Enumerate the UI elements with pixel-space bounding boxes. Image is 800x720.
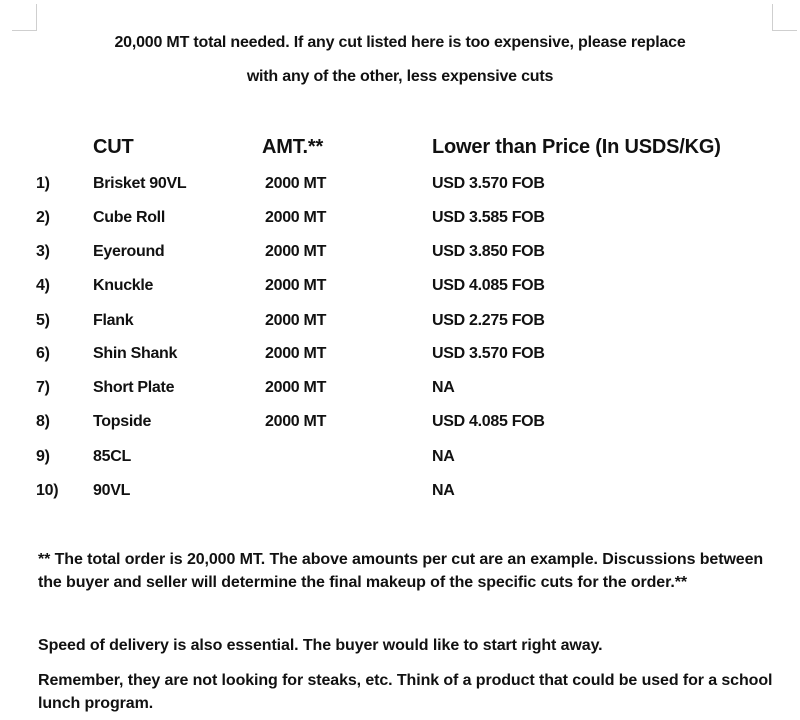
row-cut: Eyeround: [93, 243, 165, 260]
row-number: 3): [36, 243, 50, 260]
row-price: USD 4.085 FOB: [432, 277, 545, 294]
table-row: [0, 448, 800, 474]
row-price: USD 3.850 FOB: [432, 243, 545, 260]
row-amount: 2000 MT: [265, 413, 327, 430]
table-row: [0, 175, 800, 201]
header-price: Lower than Price (In USDS/KG): [432, 136, 721, 158]
row-number: 7): [36, 379, 50, 396]
row-price: USD 3.570 FOB: [432, 175, 545, 192]
table-row: [0, 413, 800, 439]
row-number: 5): [36, 312, 50, 329]
header-amount: AMT.**: [262, 136, 324, 158]
row-price: NA: [432, 379, 455, 396]
row-number: 10): [36, 482, 59, 499]
row-cut: Topside: [93, 413, 152, 430]
table-row: [0, 277, 800, 303]
note-reminder: Remember, they are not looking for steaks, etc. Think of a product that could be used for a school lunch program.: [38, 672, 773, 712]
page-corner-mark-right: [772, 4, 797, 31]
row-price: USD 3.570 FOB: [432, 345, 545, 362]
row-number: 9): [36, 448, 50, 465]
row-amount: 2000 MT: [265, 345, 327, 362]
note-delivery: Speed of delivery is also essential. The buyer would like to start right away.: [38, 637, 603, 654]
header-cut: CUT: [93, 136, 134, 158]
row-number: 6): [36, 345, 50, 362]
row-price: NA: [432, 448, 455, 465]
row-amount: 2000 MT: [265, 243, 327, 260]
row-cut: Knuckle: [93, 277, 154, 294]
page-corner-mark-left: [12, 4, 37, 31]
row-number: 2): [36, 209, 50, 226]
row-amount: 2000 MT: [265, 379, 327, 396]
row-amount: 2000 MT: [265, 277, 327, 294]
row-number: 4): [36, 277, 50, 294]
row-cut: 90VL: [93, 482, 131, 499]
table-row: [0, 312, 800, 338]
row-number: 1): [36, 175, 50, 192]
row-price: NA: [432, 482, 455, 499]
row-cut: 85CL: [93, 448, 131, 465]
row-cut: Shin Shank: [93, 345, 178, 362]
row-cut: Cube Roll: [93, 209, 165, 226]
row-cut: Brisket 90VL: [93, 175, 187, 192]
table-row: [0, 243, 800, 269]
row-amount: 2000 MT: [265, 312, 327, 329]
table-row: [0, 209, 800, 235]
row-amount: 2000 MT: [265, 175, 327, 192]
row-cut: Short Plate: [93, 379, 175, 396]
row-number: 8): [36, 413, 50, 430]
row-price: USD 2.275 FOB: [432, 312, 545, 329]
table-row: [0, 482, 800, 508]
table-row: [0, 379, 800, 405]
row-price: USD 3.585 FOB: [432, 209, 545, 226]
row-amount: 2000 MT: [265, 209, 327, 226]
note-total-order: ** The total order is 20,000 MT. The above amounts per cut are an example. Discussions between the buyer and seller will determine the final makeup of the specific cuts for the order.**: [38, 551, 764, 591]
row-cut: Flank: [93, 312, 134, 329]
table-row: [0, 345, 800, 371]
intro-line-1: 20,000 MT total needed. If any cut listed here is too expensive, please replace: [114, 34, 686, 51]
row-price: USD 4.085 FOB: [432, 413, 545, 430]
intro-line-2: with any of the other, less expensive cuts: [246, 68, 554, 85]
